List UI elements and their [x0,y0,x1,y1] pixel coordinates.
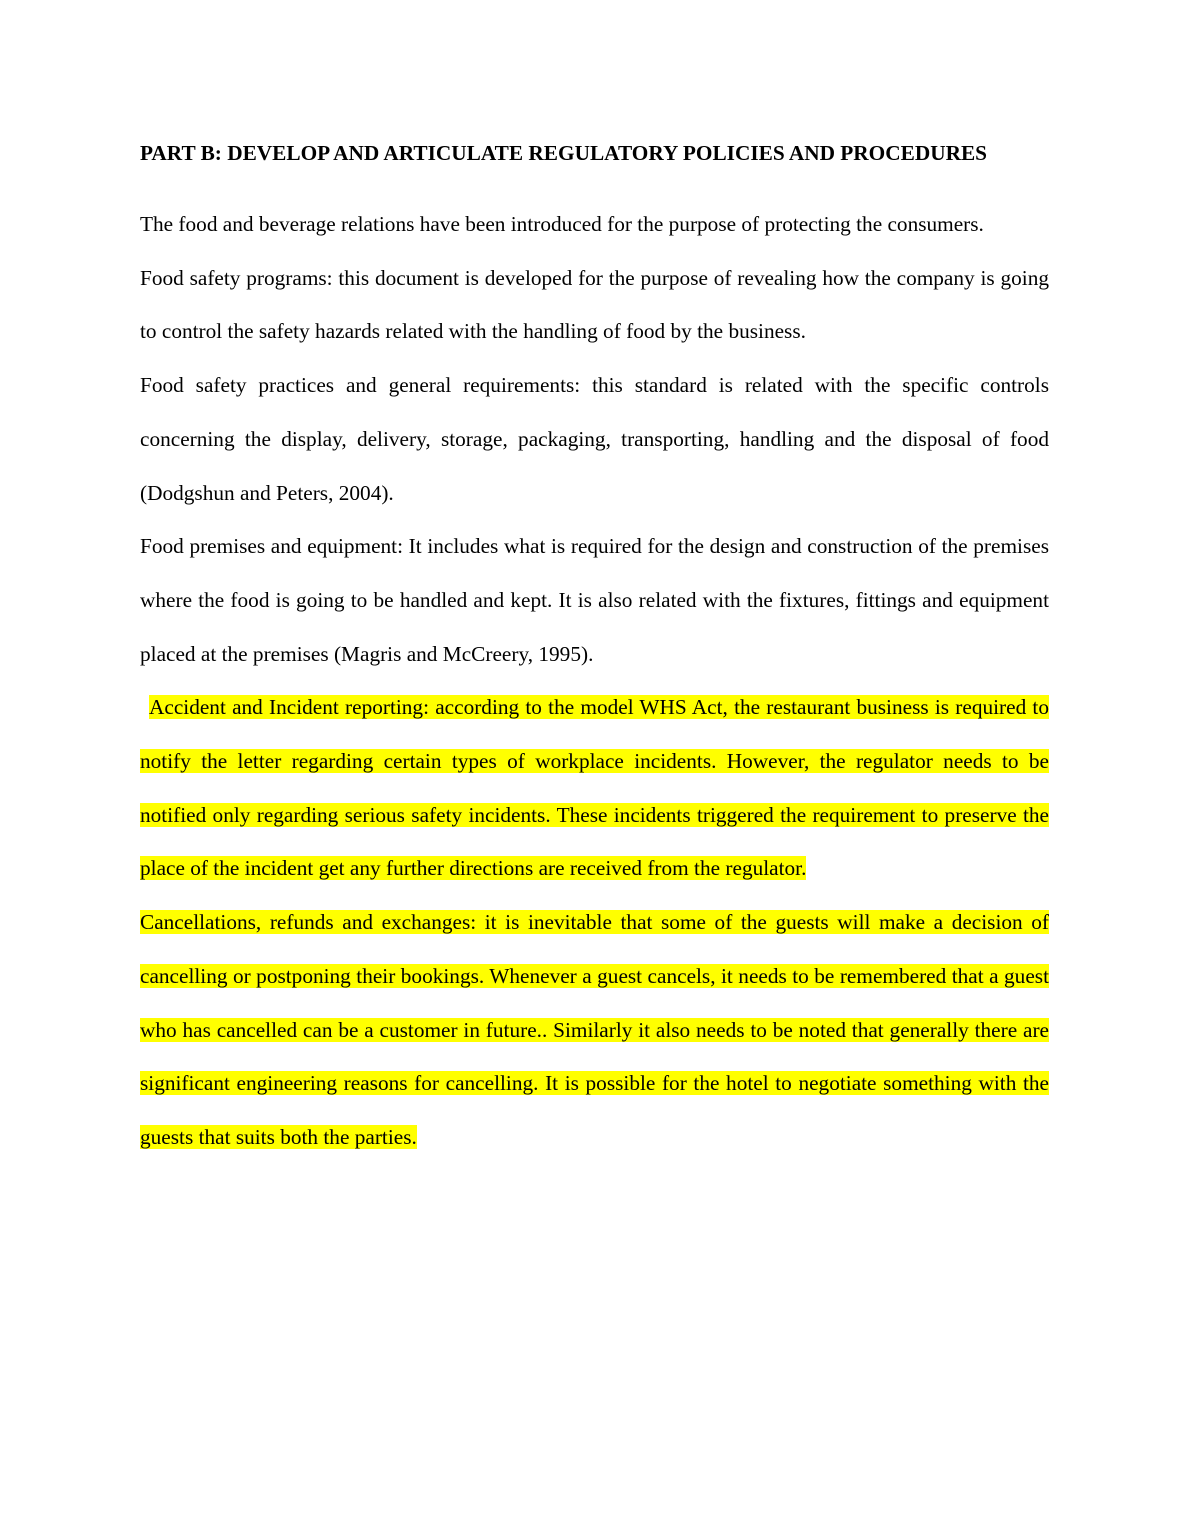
highlighted-text-cancellations: Cancellations, refunds and exchanges: it is inevitable that some of the guests will make a decision of cancelling or postponing their bookings. Whenever a guest cancels, it needs to be remembered that a guest who has cancelled can be a customer in future.. Similarly it also needs to be noted that generally there are significant engineering reasons for cancelling. It is possible for the hotel to negotiate something with the guests that suits both the parties. [140,910,1049,1149]
paragraph-intro: The food and beverage relations have been introduced for the purpose of protecting the consumers. [140,212,984,236]
paragraph-food-premises: Food premises and equipment: It includes what is required for the design and construction of the premises where the food is going to be handled and kept. It is also related with the fixtures, fittings and equipment placed at the premises (Magris and McCreery, 1995). [140,534,1049,666]
paragraph-food-safety-practices: Food safety practices and general requirements: this standard is related with the specific controls concerning the display, delivery, storage, packaging, transporting, handling and the disposal of food (Dodgshun and Peters, 2004). [140,373,1049,505]
highlighted-text-accident-reporting: Accident and Incident reporting: according to the model WHS Act, the restaurant business is required to notify the letter regarding certain types of workplace incidents. However, the regulator needs to be notified only regarding serious safety incidents. These incidents triggered the requirement to preserve the place of the incident get any further directions are received from the regulator. [140,695,1049,881]
paragraph-cancellations [140,896,1049,1165]
paragraph-food-safety-programs: Food safety programs: this document is developed for the purpose of revealing how the company is going to control the safety hazards related with the handling of food by the business. [140,265,1049,344]
document-page [140,126,1049,1165]
paragraph-accident-reporting [140,681,1049,896]
section-heading: PART B: DEVELOP AND ARTICULATE REGULATORY POLICIES AND PROCEDURES [140,141,988,165]
